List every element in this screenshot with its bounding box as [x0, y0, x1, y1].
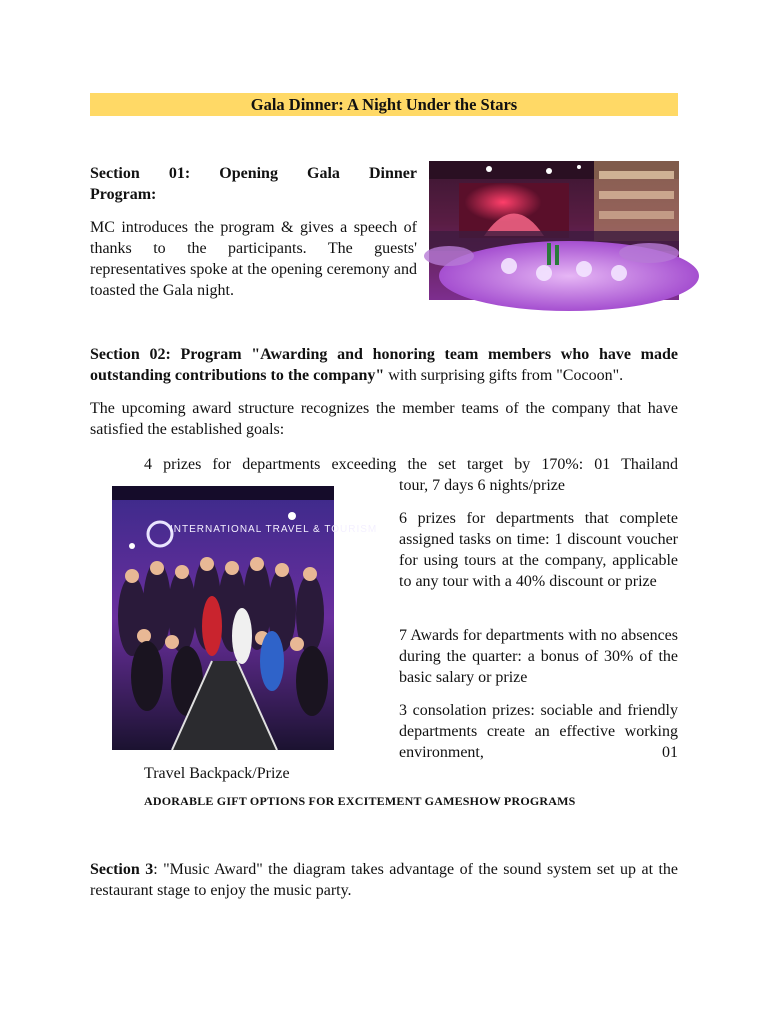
prize4-text: 3 consolation prizes: sociable and friendly departments create an effective working environment, 01: [399, 702, 678, 761]
section3-paragraph: [90, 859, 678, 901]
prize1-line1: 4 prizes for departments exceeding the set target by 170%: 01 Thailand: [144, 456, 678, 473]
prize4-tail: Travel Backpack/Prize: [144, 765, 290, 782]
section1-heading-line2: Program:: [90, 186, 157, 203]
gala-dinner-hall-photo: [429, 161, 679, 300]
section2-heading: [90, 344, 678, 386]
section2-heading-rest: with surprising gifts from "Cocoon".: [384, 367, 624, 384]
section2-heading-bold: Section 02: Program "Awarding and honoring team members who have made outstanding contributions to the company": [90, 346, 678, 384]
prize2-text: 6 prizes for departments that complete assigned tasks on time: 1 discount voucher for using tours at the company, applicable to any tour with a 40% discount or prize: [399, 510, 678, 590]
section1-heading-line1: Section 01: Opening Gala Dinner: [90, 165, 417, 182]
section3-text: : "Music Award" the diagram takes advantage of the sound system set up at the restaurant stage to enjoy the music party.: [90, 861, 678, 899]
prize1-line2: tour, 7 days 6 nights/prize: [399, 477, 565, 494]
prize3-text: 7 Awards for departments with no absences during the quarter: a bonus of 30% of the basic salary or prize: [399, 627, 678, 686]
gift-options-heading: ADORABLE GIFT OPTIONS FOR EXCITEMENT GAMESHOW PROGRAMS: [144, 794, 576, 808]
section3-label: Section 3: [90, 861, 154, 878]
section1-heading: [90, 163, 417, 205]
section2-intro: The upcoming award structure recognizes the member teams of the company that have satisfied the established goals:: [90, 400, 678, 438]
photo-banner-text: INTERNATIONAL TRAVEL & TOURISM: [170, 524, 378, 535]
document-title: Gala Dinner: A Night Under the Stars: [90, 93, 678, 116]
section1-body: MC introduces the program & gives a speech of thanks to the participants. The guests' representatives spoke at the opening ceremony and toasted the Gala night.: [90, 219, 417, 299]
award-ceremony-photo: [112, 486, 378, 750]
